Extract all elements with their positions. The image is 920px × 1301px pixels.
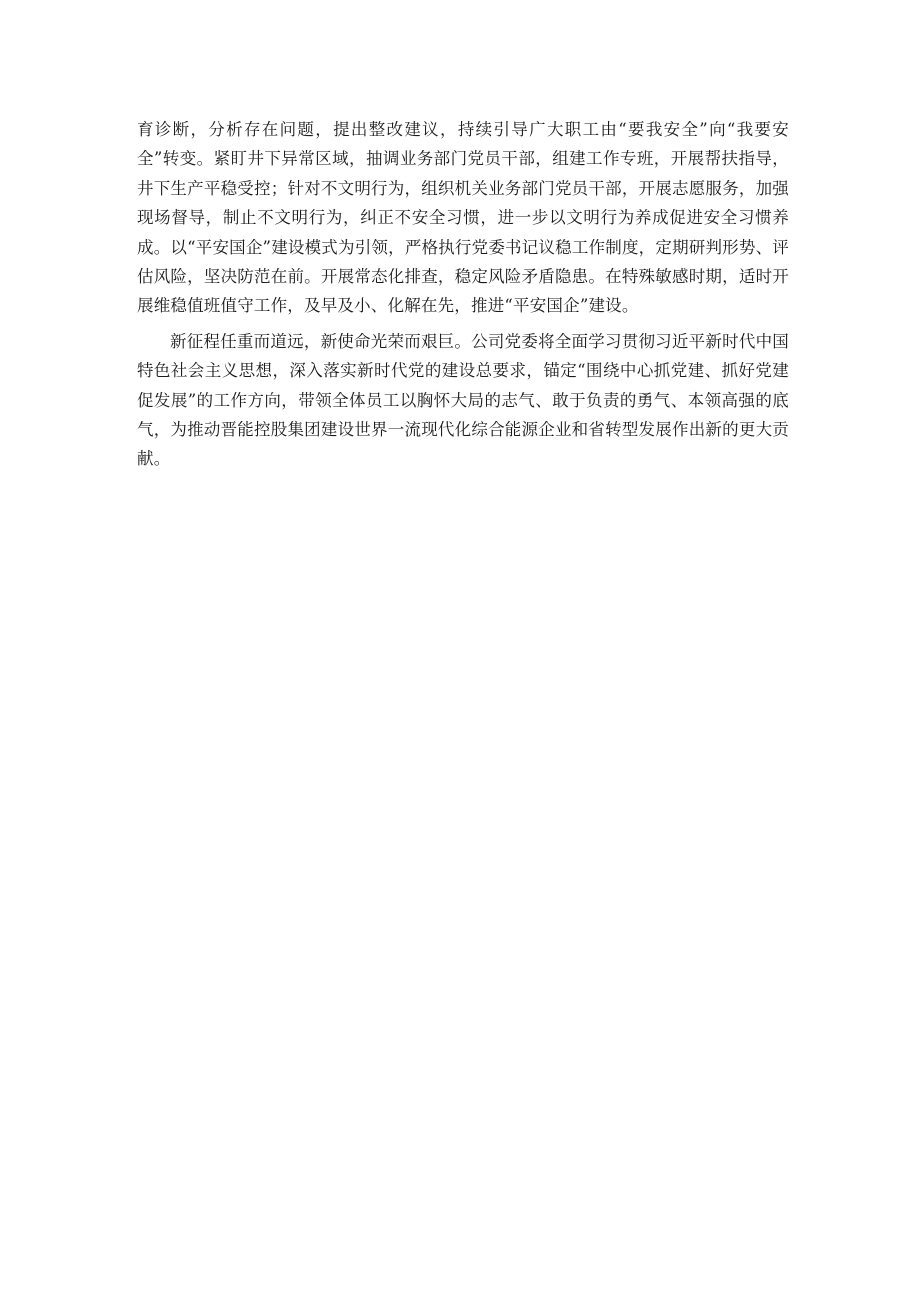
paragraph-conclusion: 新征程任重而道远，新使命光荣而艰巨。公司党委将全面学习贯彻习近平新时代中国特色社会主义思想，深入落实新时代党的建设总要求，锚定“围绕中心抓党建、抓好党建促发展”的工作方向，带领全体员工以胸怀大局的志气、敢于负责的勇气、本领高强的底气，为推动晋能控股集团建设世界一流现代化综合能源企业和省转型发展作出新的更大贡献。: [137, 331, 789, 469]
paragraph-continuation: 育诊断，分析存在问题，提出整改建议，持续引导广大职工由“要我安全”向“我要安全”转变。紧盯井下异常区域，抽调业务部门党员干部，组建工作专班，开展帮扶指导，井下生产平稳受控；针对不文明行为，组织机关业务部门党员干部，开展志愿服务，加强现场督导，制止不文明行为，纠正不安全习惯，进一步以文明行为养成促进安全习惯养成。以“平安国企”建设模式为引领，严格执行党委书记议稳工作制度，定期研判形势、评估风险，坚决防范在前。开展常态化排查，稳定风险矛盾隐患。在特殊敏感时期，适时开展维稳值班值守工作，及早及小、化解在先，推进“平安国企”建设。: [137, 120, 789, 316]
document-body: [137, 115, 789, 474]
